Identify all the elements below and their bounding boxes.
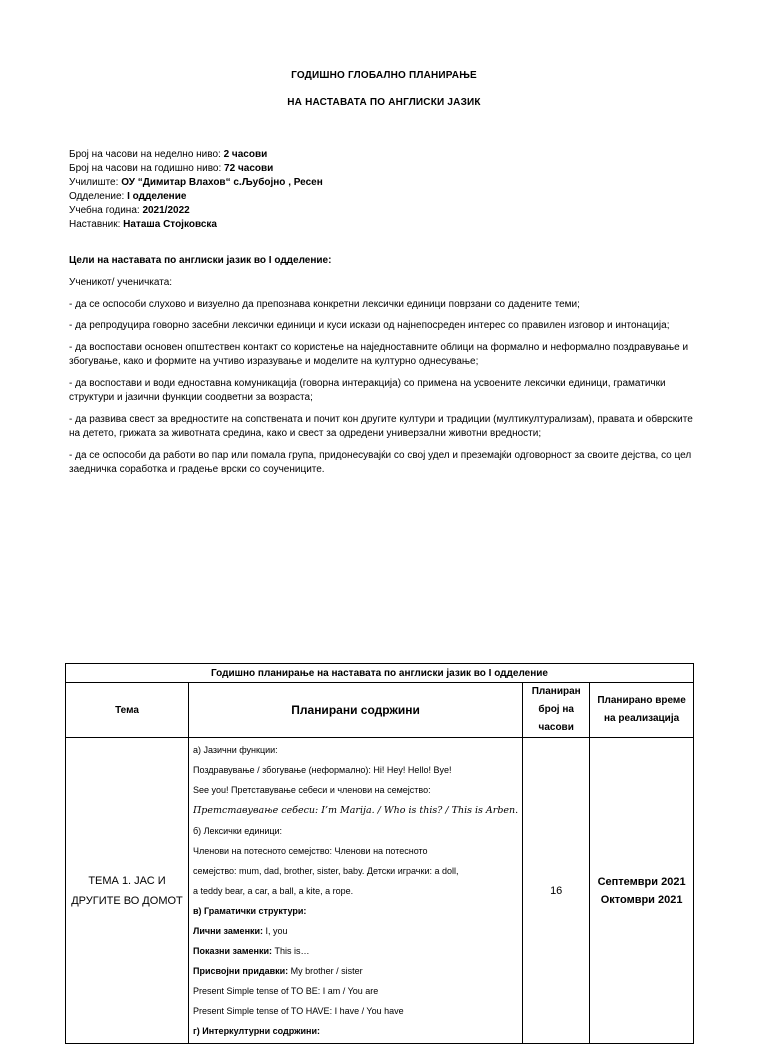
- info-weekly-hours: Број на часови на неделно ниво: 2 часови: [69, 149, 268, 160]
- cell-hours: 16: [523, 738, 590, 1044]
- goal-item: - да се оспособи да работи во пар или помала група, придонесувајќи со свој удел и преземајќи одговорност за своите дејства, со цел заедничка соработка и градење врски со соучениците.: [69, 449, 692, 475]
- time-line: Септември 2021: [597, 875, 686, 888]
- content-line: Членови на потесното семејство: Членови на потесното: [193, 846, 428, 856]
- time-line: Октомври 2021: [600, 893, 683, 906]
- table-caption: Годишно планирање на наставата по англиски јазик во I одделение: [66, 664, 694, 683]
- content-line: Присвојни придавки: My brother / sister: [193, 966, 363, 976]
- goal-item: - да развива свест за вредностите на сопствената и почит кон другите култури и традиции (мултикултурализам), правата и обврските на детето, грижата за животната средина, како и свест за одредени универзални животни вредности;: [69, 413, 693, 439]
- content-line: Лични заменки: I, you: [193, 926, 288, 936]
- content-line: а) Јазични функции:: [193, 745, 278, 755]
- content-line: г) Интеркултурни содржини:: [193, 1026, 321, 1036]
- goals-list: [69, 276, 694, 485]
- content-line: б) Лексички единици:: [193, 826, 283, 836]
- content-line: a teddy bear, a car, a ball, a kite, a rope.: [193, 886, 354, 896]
- content-line: Present Simple tense of TO HAVE: I have / You have: [193, 1006, 404, 1016]
- content-line: семејство: mum, dad, brother, sister, baby. Детски играчки: a doll,: [193, 866, 459, 876]
- goal-item: - да репродуцира говорно засебни лексички единици и куси искази од најнепосреден интерес со правилен изговор и интонација;: [69, 320, 670, 331]
- cell-theme: ТЕМА 1. ЈАС И ДРУГИТЕ ВО ДОМОТ: [66, 738, 189, 1044]
- cell-content: [189, 738, 523, 1044]
- header-planned-content: Планирани содржини: [189, 683, 523, 738]
- info-school-year: Учебна година: 2021/2022: [69, 205, 190, 216]
- info-grade: Одделение: I одделение: [69, 191, 187, 202]
- table-row: [66, 738, 694, 1044]
- info-yearly-hours: Број на часови на годишно ниво: 72 часови: [69, 163, 274, 174]
- info-school: Училиште: ОУ “Димитар Влахов“ с.Љубојно , Ресен: [69, 177, 323, 188]
- header-planned-time: Планирано време на реализација: [590, 683, 694, 738]
- goal-item: - да воспостави и води едноставна комуникација (говорна интеракција) со примена на усвоените лексички единици, граматички структури и јазични функции соодветни за возраста;: [69, 377, 666, 403]
- cell-time: [590, 738, 694, 1044]
- goal-item: - да воспостави основен општествен контакт со користење на наједноставните облици на формално и неформално поздравување и збогување, како и формите на учтиво изразување и моделите на културно однесување;: [69, 341, 689, 367]
- goals-intro: Ученикот/ ученичката:: [69, 277, 173, 288]
- document-title: ГОДИШНО ГЛОБАЛНО ПЛАНИРАЊЕ: [291, 70, 477, 81]
- goals-heading: Цели на наставата по англиски јазик во I одделение:: [69, 255, 332, 266]
- header-planned-hours: Планиран број на часови: [523, 683, 590, 738]
- header-theme: Тема: [66, 683, 189, 738]
- info-teacher: Наставник: Наташа Стојковска: [69, 219, 217, 230]
- info-block: [69, 148, 323, 232]
- content-line: Present Simple tense of TO BE: I am / You are: [193, 986, 379, 996]
- content-line: Показни заменки: This is…: [193, 946, 310, 956]
- document-subtitle: НА НАСТАВАТА ПО АНГЛИСКИ ЈАЗИК: [287, 97, 481, 108]
- content-line: в) Граматички структури:: [193, 906, 307, 916]
- plan-table: [65, 663, 694, 1044]
- content-line: Поздравување / збогување (неформално): Hi! Hey! Hello! Bye!: [193, 765, 452, 775]
- content-line: See you! Претставување себеси и членови на семејство:: [193, 785, 431, 795]
- goal-item: - да се оспособи слухово и визуелно да препознава конкретни лексички единици поврзани со дадените теми;: [69, 298, 580, 310]
- content-line: Претставување себеси: I’m Marija. / Who is this? / This is Arben.: [193, 805, 519, 816]
